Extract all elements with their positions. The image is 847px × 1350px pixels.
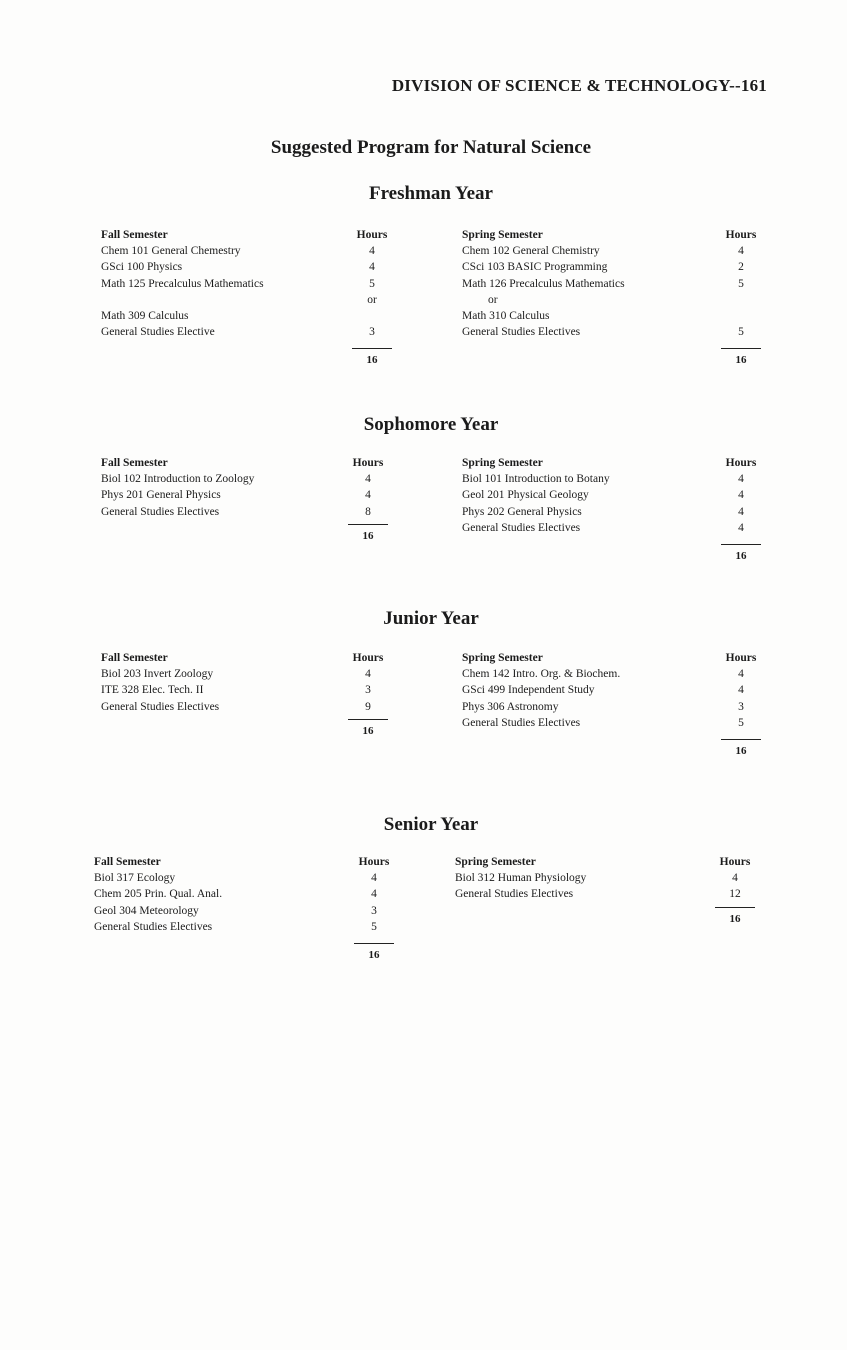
spring-semester-hours [721, 227, 761, 369]
semester-total: 16 [735, 745, 747, 758]
course-hours: 8 [365, 505, 371, 518]
course-hours: 4 [732, 872, 738, 885]
course-name: General Studies Electives [462, 716, 581, 729]
total-rule [721, 544, 761, 545]
course-hours: 4 [371, 888, 377, 901]
total-rule [352, 348, 392, 349]
total-rule [721, 348, 761, 349]
course-name: General Studies Electives [462, 326, 581, 339]
spring-semester-hours [721, 650, 761, 759]
fall-semester-hours [348, 650, 388, 739]
course-name: General Studies Electives [455, 888, 574, 901]
total-rule [715, 907, 755, 908]
fall-semester-heading: Fall Semester [94, 856, 161, 868]
total-rule [348, 719, 388, 720]
year-title: Junior Year [383, 608, 479, 629]
semester-total: 16 [729, 912, 741, 925]
year-title: Freshman Year [368, 183, 493, 204]
course-hours: 4 [738, 489, 744, 502]
spring-semester-heading: Spring Semester [462, 229, 543, 241]
hours-heading: Hours [356, 229, 388, 241]
course-hours: 4 [738, 473, 744, 486]
course-hours: 4 [369, 261, 375, 274]
course-name: Biol 102 Introduction to Zoology [101, 473, 255, 486]
course-hours: 3 [369, 326, 375, 339]
total-rule [354, 943, 394, 944]
spring-semester-hours [721, 455, 761, 564]
course-name: Math 126 Precalculus Mathematics [462, 277, 625, 290]
page-title: Suggested Program for Natural Science [270, 137, 592, 158]
course-name: Chem 142 Intro. Org. & Biochem. [462, 668, 621, 681]
course-name: ITE 328 Elec. Tech. II [101, 684, 204, 697]
fall-semester-courses [101, 650, 219, 715]
total-rule [721, 739, 761, 740]
course-hours: 4 [365, 668, 371, 681]
hours-heading: Hours [725, 229, 757, 241]
course-hours: 3 [365, 684, 371, 697]
course-name: Chem 102 General Chemistry [462, 245, 600, 258]
hours-heading: Hours [352, 457, 384, 469]
fall-semester-courses [101, 227, 264, 340]
course-hours: 4 [371, 872, 377, 885]
course-hours: 5 [738, 277, 744, 290]
course-hours: 9 [365, 700, 371, 713]
course-hours: 4 [365, 489, 371, 502]
course-hours: 4 [738, 245, 744, 258]
course-name: Math 310 Calculus [462, 310, 550, 323]
course-hours: 5 [738, 716, 744, 729]
course-hours: 4 [365, 473, 371, 486]
course-hours: 2 [738, 261, 744, 274]
hours-heading: Hours [725, 652, 757, 664]
course-name: Biol 101 Introduction to Botany [462, 473, 610, 486]
course-name: General Studies Electives [462, 521, 581, 534]
semester-total: 16 [735, 550, 747, 563]
course-name: General Studies Electives [101, 700, 220, 713]
course-name: Chem 205 Prin. Qual. Anal. [94, 888, 223, 901]
fall-semester-heading: Fall Semester [101, 652, 168, 664]
course-hours: 4 [738, 684, 744, 697]
course-name: General Studies Electives [94, 920, 213, 933]
semester-total: 16 [366, 354, 378, 367]
course-name: Geol 201 Physical Geology [462, 489, 589, 502]
course-hours [721, 292, 761, 308]
course-name: Chem 101 General Chemestry [101, 245, 241, 258]
course-name: Biol 203 Invert Zoology [101, 668, 214, 681]
course-name [101, 292, 264, 308]
course-hours: 5 [369, 277, 375, 290]
course-name: Math 309 Calculus [101, 310, 189, 323]
running-head: DIVISION OF SCIENCE & TECHNOLOGY--161 [391, 76, 767, 95]
course-hours: 3 [738, 700, 744, 713]
spring-semester-courses [455, 854, 586, 903]
fall-semester-hours [354, 854, 394, 963]
hours-heading: Hours [719, 856, 751, 868]
fall-semester-hours [352, 227, 392, 369]
semester-total: 16 [368, 949, 380, 962]
course-hours: 12 [729, 888, 741, 901]
fall-semester-courses [101, 455, 254, 520]
fall-semester-heading: Fall Semester [101, 229, 168, 241]
course-name: Phys 306 Astronomy [462, 700, 559, 713]
course-hours: 4 [738, 521, 744, 534]
course-name: CSci 103 BASIC Programming [462, 261, 608, 274]
course-name: Biol 317 Ecology [94, 872, 176, 885]
fall-semester-heading: Fall Semester [101, 457, 168, 469]
semester-total: 16 [362, 724, 374, 737]
course-hours: 3 [371, 904, 377, 917]
hours-heading: Hours [358, 856, 390, 868]
spring-semester-courses [462, 455, 610, 536]
course-hours [352, 308, 392, 324]
hours-heading: Hours [352, 652, 384, 664]
fall-semester-courses [94, 854, 222, 935]
course-name: GSci 100 Physics [101, 261, 183, 274]
course-name: General Studies Electives [101, 505, 220, 518]
semester-total: 16 [735, 354, 747, 367]
course-name: Phys 202 General Physics [462, 505, 582, 518]
year-title: Sophomore Year [363, 414, 499, 435]
spring-semester-heading: Spring Semester [455, 856, 536, 868]
spring-semester-hours [715, 854, 755, 927]
semester-total: 16 [362, 529, 374, 542]
course-name: General Studies Elective [101, 326, 215, 339]
year-title: Senior Year [383, 814, 479, 835]
spring-semester-courses [462, 227, 625, 340]
course-hours: 4 [738, 505, 744, 518]
course-name: Math 125 Precalculus Mathematics [101, 277, 264, 290]
course-hours [721, 308, 761, 324]
course-hours: or [367, 293, 377, 306]
spring-semester-heading: Spring Semester [462, 652, 543, 664]
course-name: GSci 499 Independent Study [462, 684, 595, 697]
course-hours: 5 [371, 920, 377, 933]
course-hours: 5 [738, 326, 744, 339]
course-name: Geol 304 Meteorology [94, 904, 199, 917]
course-hours: 4 [738, 668, 744, 681]
fall-semester-hours [348, 455, 388, 544]
hours-heading: Hours [725, 457, 757, 469]
total-rule [348, 524, 388, 525]
course-hours: 4 [369, 245, 375, 258]
spring-semester-heading: Spring Semester [462, 457, 543, 469]
course-name: or [488, 293, 498, 306]
course-name: Phys 201 General Physics [101, 489, 221, 502]
course-name: Biol 312 Human Physiology [455, 872, 587, 885]
spring-semester-courses [462, 650, 620, 731]
